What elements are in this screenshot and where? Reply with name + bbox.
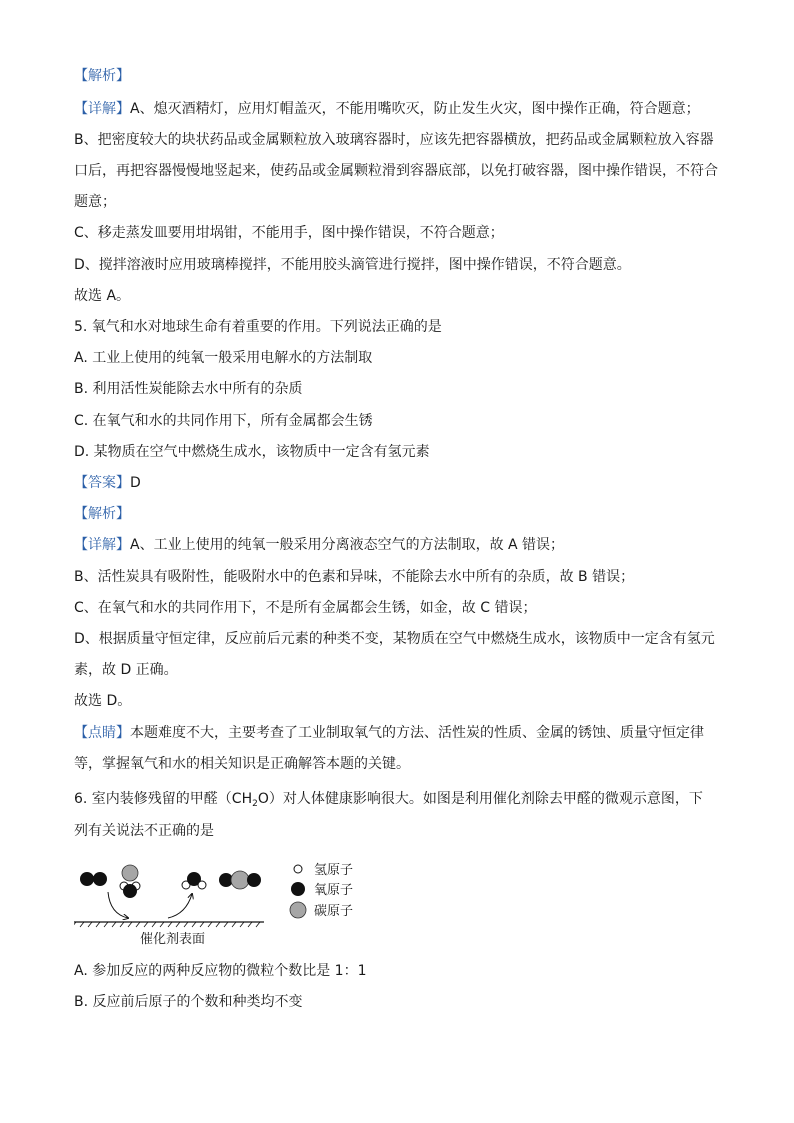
legend-carbon-swatch (290, 902, 306, 918)
question-5-option-b: B. 利用活性炭能除去水中所有的杂质 (74, 381, 303, 397)
detail-paragraph-d: D、搅拌溶液时应用玻璃棒搅拌，不能用胶头滴管进行搅拌，图中操作错误，不符合题意。 (74, 257, 631, 273)
detail-paragraph-c: C、移走蒸发皿要用坩埚钳，不能用手，图中操作错误，不符合题意； (74, 225, 504, 241)
legend-oxygen-swatch (291, 882, 305, 896)
tip-text: 本题难度不大，主要考查了工业制取氧气的方法、活性炭的性质、金属的锈蚀、质量守恒定律 (130, 725, 704, 741)
question-5-option-a: A. 工业上使用的纯氧一般采用电解水的方法制取 (74, 350, 373, 366)
analysis-heading: 【解析】 (74, 506, 130, 522)
question-6-stem-line1 (74, 790, 703, 813)
curved-arrow-in (108, 892, 128, 918)
tip-paragraph-line2: 等，掌握氧气和水的相关知识是正确解答本题的关键。 (74, 756, 410, 772)
detail-paragraph-d-line2: 素，故 D 正确。 (74, 662, 178, 678)
legend-carbon-label: 碳原子 (314, 904, 354, 919)
legend-hydrogen-label: 氢原子 (314, 863, 354, 878)
oxygen-molecule (80, 872, 107, 886)
question-6-stem-line2: 列有关说法不正确的是 (74, 823, 214, 839)
question-6-stem-post: O）对人体健康影响很大。如图是利用催化剂除去甲醛的微观示意图，下 (257, 791, 703, 807)
detail-paragraph-b-line2: 口后，再把容器慢慢地竖起来，使药品或金属颗粒滑到容器底部，以免打破容器，图中操作错误，不符合 (74, 163, 718, 179)
answer-tag: 【答案】 (74, 475, 130, 491)
question-5-stem: 5. 氧气和水对地球生命有着重要的作用。下列说法正确的是 (74, 319, 442, 335)
analysis-heading: 【解析】 (74, 68, 130, 84)
detail-paragraph-a (74, 536, 564, 554)
oxygen-atom (123, 884, 137, 898)
legend-oxygen-label: 氧原子 (314, 883, 354, 898)
question-5-option-d: D. 某物质在空气中燃烧生成水，该物质中一定含有氢元素 (74, 444, 430, 460)
legend (290, 863, 353, 919)
oxygen-atom (247, 873, 261, 887)
conclusion-text: 故选 D。 (74, 693, 132, 709)
detail-tag: 【详解】 (74, 101, 130, 117)
detail-paragraph-a (74, 100, 700, 118)
detail-paragraph-b-line3: 题意； (74, 194, 116, 210)
detail-paragraph-d-line1: D、根据质量守恒定律，反应前后元素的种类不变，某物质在空气中燃烧生成水，该物质中一定含有氢元 (74, 631, 715, 647)
water-molecule (182, 872, 206, 889)
question-6-option-b: B. 反应前后原子的个数和种类均不变 (74, 994, 303, 1010)
tip-paragraph-line1 (74, 724, 704, 742)
reaction-diagram (74, 858, 374, 950)
answer-value: D (130, 475, 141, 491)
catalyst-surface (74, 922, 264, 927)
conclusion-text: 故选 A。 (74, 288, 131, 304)
question-6-option-a: A. 参加反应的两种反应物的微粒个数比是 1：1 (74, 963, 367, 979)
formula-subscript: 2 (252, 799, 258, 809)
oxygen-atom (93, 872, 107, 886)
tip-tag: 【点睛】 (74, 725, 130, 741)
detail-text: A、工业上使用的纯氧一般采用分离液态空气的方法制取，故 A 错误； (130, 537, 565, 553)
detail-paragraph-b: B、活性炭具有吸附性，能吸附水中的色素和异味，不能除去水中所有的杂质，故 B 错误； (74, 569, 635, 585)
answer-line (74, 474, 141, 492)
carbon-atom (231, 871, 249, 889)
detail-paragraph-c: C、在氧气和水的共同作用下，不是所有金属都会生锈，如金，故 C 错误； (74, 600, 537, 616)
surface-caption: 催化剂表面 (140, 932, 206, 947)
formaldehyde-molecule (120, 865, 140, 898)
curved-arrow-out (168, 894, 192, 918)
question-5-option-c: C. 在氧气和水的共同作用下，所有金属都会生锈 (74, 413, 373, 429)
hydrogen-atom (198, 881, 206, 889)
detail-text: A、熄灭酒精灯，应用灯帽盖灭，不能用嘴吹灭，防止发生火灾，图中操作正确，符合题意； (130, 101, 700, 117)
carbon-atom (122, 865, 138, 881)
detail-tag: 【详解】 (74, 537, 130, 553)
detail-paragraph-b-line1: B、把密度较大的块状药品或金属颗粒放入玻璃容器时，应该先把容器横放，把药品或金属颗粒放入容器 (74, 132, 714, 148)
question-6-stem-pre: 6. 室内装修残留的甲醛（CH (74, 791, 253, 807)
carbon-dioxide-molecule (219, 871, 261, 889)
legend-hydrogen-swatch (294, 865, 302, 873)
oxygen-atom (80, 872, 94, 886)
